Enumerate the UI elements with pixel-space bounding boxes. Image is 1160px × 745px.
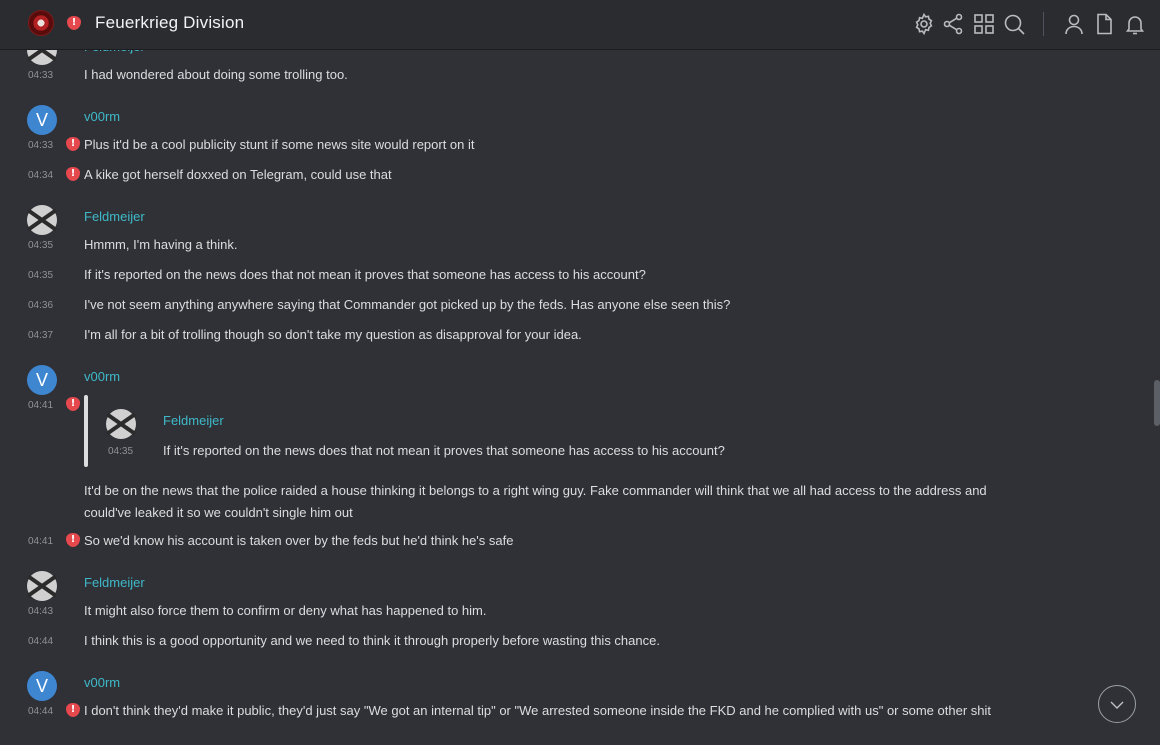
- header-divider: [1043, 12, 1044, 36]
- channel-header: [0, 0, 1160, 50]
- server-avatar[interactable]: [28, 10, 54, 36]
- alert-icon: !: [66, 703, 80, 717]
- user-icon[interactable]: [1062, 12, 1086, 36]
- grid-icon[interactable]: [972, 12, 996, 36]
- message-author[interactable]: Feldmeijer: [84, 575, 145, 590]
- message-text: A kike got herself doxxed on Telegram, could use that: [84, 167, 392, 182]
- jump-to-bottom-button[interactable]: [1098, 685, 1136, 723]
- message-timestamp: 04:33: [28, 140, 54, 151]
- message-timestamp: 04:35: [28, 270, 54, 281]
- message-text: It'd be on the news that the police raided a house thinking it belongs to a right wing guy. Fake commander will think that we all had access to the address and could've leaked it so we couldn't single him out: [84, 483, 987, 520]
- avatar[interactable]: V: [27, 365, 57, 395]
- quote-timestamp: 04:35: [108, 446, 134, 457]
- search-icon[interactable]: [1002, 12, 1026, 36]
- alert-icon: !: [66, 137, 80, 151]
- message-text: I'm all for a bit of trolling though so don't take my question as disapproval for your idea.: [84, 327, 582, 342]
- message-text: If it's reported on the news does that not mean it proves that someone has access to his account?: [84, 267, 646, 282]
- message-text: I think this is a good opportunity and we need to think it through properly before wasting this chance.: [84, 633, 660, 648]
- bell-icon[interactable]: [1123, 12, 1147, 36]
- message-timestamp: 04:34: [28, 170, 54, 181]
- message-timestamp: 04:37: [28, 330, 54, 341]
- message-timestamp: 04:41: [28, 536, 54, 547]
- avatar[interactable]: V: [27, 105, 57, 135]
- gear-icon[interactable]: [912, 12, 936, 36]
- quote-bar: [84, 395, 88, 467]
- message-text: Plus it'd be a cool publicity stunt if some news site would report on it: [84, 137, 475, 152]
- message-author[interactable]: v00rm: [84, 675, 121, 690]
- chevron-down-icon: [1108, 696, 1126, 714]
- alert-icon: !: [66, 397, 80, 411]
- message-text: So we'd know his account is taken over by the feds but he'd think he's safe: [84, 533, 514, 548]
- alert-icon: !: [66, 167, 80, 181]
- message-author[interactable]: v00rm: [84, 369, 121, 384]
- message-timestamp: 04:44: [28, 636, 54, 647]
- document-icon[interactable]: [1092, 12, 1116, 36]
- avatar[interactable]: [27, 571, 57, 601]
- message-author[interactable]: v00rm: [84, 109, 121, 124]
- message-timestamp: 04:43: [28, 606, 54, 617]
- alert-icon: !: [67, 16, 81, 30]
- message-text: I don't think they'd make it public, they'd just say "We got an internal tip" or "We arrested someone inside the FKD and he complied with us" or some other shit: [84, 703, 991, 718]
- message-text: Hmmm, I'm having a think.: [84, 237, 238, 252]
- message-list[interactable]: [0, 51, 1160, 745]
- message-timestamp: 04:35: [28, 240, 54, 251]
- message-timestamp: 04:33: [28, 70, 54, 81]
- avatar[interactable]: V: [27, 671, 57, 701]
- message-text: It might also force them to confirm or deny what has happened to him.: [84, 603, 487, 618]
- server-title[interactable]: Feuerkrieg Division: [95, 13, 245, 32]
- quote-avatar[interactable]: [106, 409, 136, 439]
- message-text: I had wondered about doing some trolling too.: [84, 67, 348, 82]
- avatar[interactable]: [27, 205, 57, 235]
- message-timestamp: 04:36: [28, 300, 54, 311]
- share-icon[interactable]: [941, 12, 965, 36]
- message-timestamp: 04:44: [28, 706, 54, 717]
- message-text: I've not seem anything anywhere saying that Commander got picked up by the feds. Has anyone else seen this?: [84, 297, 731, 312]
- message-author[interactable]: Feldmeijer: [84, 209, 145, 224]
- alert-icon: !: [66, 533, 80, 547]
- message-timestamp: 04:41: [28, 400, 54, 411]
- quote-text: If it's reported on the news does that not mean it proves that someone has access to his account?: [163, 443, 725, 458]
- scrollbar-thumb[interactable]: [1154, 380, 1160, 426]
- quote-author[interactable]: Feldmeijer: [163, 413, 224, 428]
